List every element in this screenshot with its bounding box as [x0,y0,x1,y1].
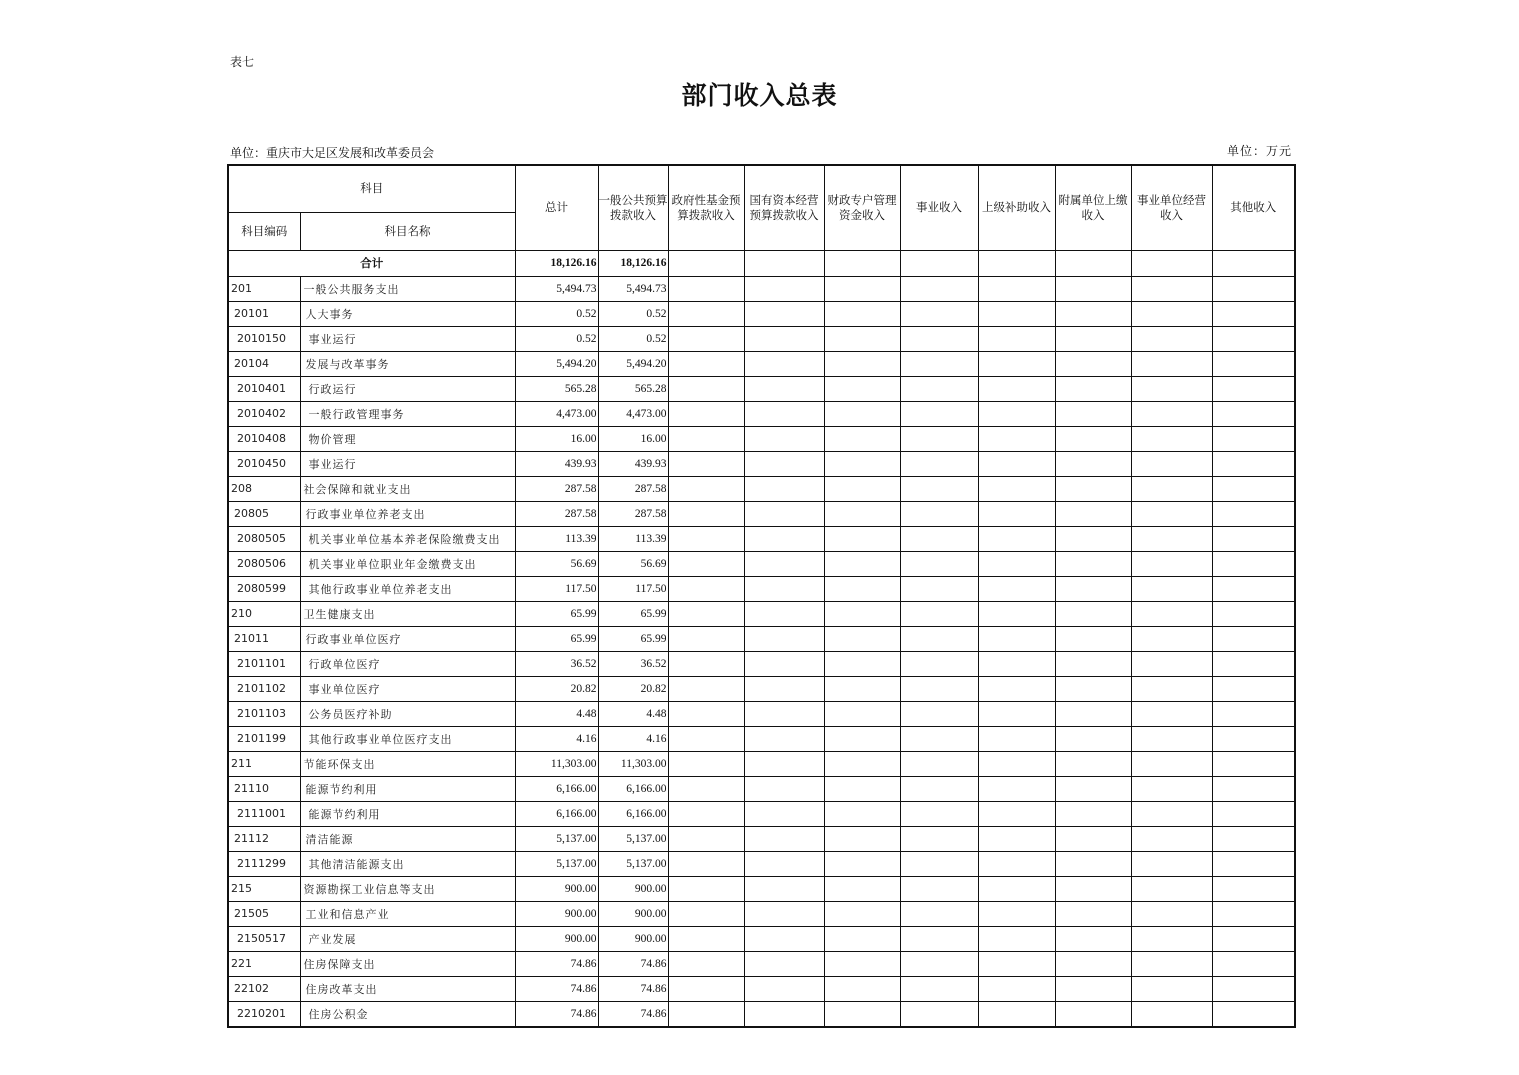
row-total: 287.58 [515,501,598,526]
row-name: 一般行政管理事务 [300,401,515,426]
table-row [228,1001,1295,1027]
row-total: 11,303.00 [515,751,598,776]
row-name: 事业单位医疗 [300,676,515,701]
row-general-budget: 56.69 [598,551,668,576]
table-row [228,601,1295,626]
header-affiliated: 附属单位上缴收入 [1055,165,1131,250]
row-code: 2101101 [228,651,300,676]
table-row [228,326,1295,351]
header-business-income: 事业收入 [900,165,978,250]
row-name: 行政运行 [300,376,515,401]
row-name: 公务员医疗补助 [300,701,515,726]
row-name: 能源节约利用 [300,776,515,801]
row-total: 65.99 [515,626,598,651]
header-general-budget: 一般公共预算拨款收入 [598,165,668,250]
table-row [228,651,1295,676]
row-code: 2101103 [228,701,300,726]
table-row [228,276,1295,301]
table-row [228,451,1295,476]
row-name: 机关事业单位基本养老保险缴费支出 [300,526,515,551]
row-total: 439.93 [515,451,598,476]
header-code: 科目编码 [228,212,300,250]
row-general-budget: 5,494.73 [598,276,668,301]
table-row [228,826,1295,851]
row-name: 行政单位医疗 [300,651,515,676]
table-row [228,426,1295,451]
row-name: 住房公积金 [300,1001,515,1027]
row-total: 900.00 [515,901,598,926]
header-gov-fund: 政府性基金预算拨款收入 [668,165,744,250]
row-code: 21112 [228,826,300,851]
row-total: 6,166.00 [515,801,598,826]
row-general-budget: 6,166.00 [598,801,668,826]
table-row [228,876,1295,901]
table-row [228,976,1295,1001]
table-row [228,501,1295,526]
row-name: 节能环保支出 [300,751,515,776]
row-total: 900.00 [515,876,598,901]
table-row [228,401,1295,426]
row-total: 65.99 [515,601,598,626]
row-general-budget: 74.86 [598,1001,668,1027]
table-row [228,701,1295,726]
row-code: 210 [228,601,300,626]
row-total: 5,137.00 [515,851,598,876]
row-code: 20805 [228,501,300,526]
row-code: 2101102 [228,676,300,701]
header-subject: 科目 [228,165,515,212]
row-general-budget: 287.58 [598,476,668,501]
header-total: 总计 [515,165,598,250]
row-general-budget: 4.16 [598,726,668,751]
total-row [228,250,1295,276]
row-general-budget: 113.39 [598,526,668,551]
row-total: 113.39 [515,526,598,551]
row-total: 0.52 [515,301,598,326]
table-row [228,751,1295,776]
row-name: 卫生健康支出 [300,601,515,626]
row-general-budget: 16.00 [598,426,668,451]
row-code: 2010401 [228,376,300,401]
row-total: 4.16 [515,726,598,751]
table-row [228,476,1295,501]
table-row [228,901,1295,926]
total-general-budget: 18,126.16 [598,250,668,276]
row-general-budget: 5,137.00 [598,851,668,876]
table-header [228,165,1295,250]
table-row [228,301,1295,326]
row-total: 5,494.73 [515,276,598,301]
row-code: 22102 [228,976,300,1001]
row-total: 0.52 [515,326,598,351]
table-row [228,626,1295,651]
row-code: 215 [228,876,300,901]
row-code: 2080505 [228,526,300,551]
row-general-budget: 900.00 [598,901,668,926]
row-code: 208 [228,476,300,501]
row-name: 其他清洁能源支出 [300,851,515,876]
row-total: 16.00 [515,426,598,451]
row-code: 2010402 [228,401,300,426]
row-general-budget: 74.86 [598,976,668,1001]
table-row [228,526,1295,551]
row-code: 221 [228,951,300,976]
row-total: 900.00 [515,926,598,951]
row-name: 社会保障和就业支出 [300,476,515,501]
row-total: 287.58 [515,476,598,501]
row-name: 发展与改革事务 [300,351,515,376]
header-operating: 事业单位经营收入 [1131,165,1212,250]
row-general-budget: 900.00 [598,876,668,901]
table-row [228,676,1295,701]
row-name: 物价管理 [300,426,515,451]
row-total: 20.82 [515,676,598,701]
row-general-budget: 65.99 [598,601,668,626]
row-total: 36.52 [515,651,598,676]
table-row [228,776,1295,801]
row-name: 一般公共服务支出 [300,276,515,301]
table-row [228,926,1295,951]
row-code: 20101 [228,301,300,326]
row-code: 2080506 [228,551,300,576]
row-general-budget: 4,473.00 [598,401,668,426]
row-general-budget: 5,137.00 [598,826,668,851]
row-general-budget: 0.52 [598,301,668,326]
row-code: 211 [228,751,300,776]
row-code: 201 [228,276,300,301]
row-general-budget: 117.50 [598,576,668,601]
row-total: 56.69 [515,551,598,576]
table-number: 表七 [230,55,255,69]
header-fiscal-special: 财政专户管理资金收入 [824,165,900,250]
row-name: 资源勘探工业信息等支出 [300,876,515,901]
table-row [228,551,1295,576]
row-general-budget: 11,303.00 [598,751,668,776]
row-code: 2111001 [228,801,300,826]
row-code: 21011 [228,626,300,651]
row-name: 事业运行 [300,326,515,351]
row-total: 565.28 [515,376,598,401]
row-name: 其他行政事业单位养老支出 [300,576,515,601]
row-code: 2010150 [228,326,300,351]
table-row [228,851,1295,876]
row-name: 机关事业单位职业年金缴费支出 [300,551,515,576]
table-row [228,726,1295,751]
row-name: 能源节约利用 [300,801,515,826]
row-name: 清洁能源 [300,826,515,851]
table-row [228,576,1295,601]
row-general-budget: 0.52 [598,326,668,351]
table-row [228,351,1295,376]
table-row [228,801,1295,826]
row-name: 住房改革支出 [300,976,515,1001]
row-code: 21110 [228,776,300,801]
row-name: 其他行政事业单位医疗支出 [300,726,515,751]
row-total: 117.50 [515,576,598,601]
row-name: 事业运行 [300,451,515,476]
row-total: 4.48 [515,701,598,726]
row-general-budget: 4.48 [598,701,668,726]
row-code: 20104 [228,351,300,376]
row-name: 工业和信息产业 [300,901,515,926]
row-code: 2101199 [228,726,300,751]
row-total: 6,166.00 [515,776,598,801]
header-other: 其他收入 [1212,165,1295,250]
row-name: 人大事务 [300,301,515,326]
header-superior-subsidy: 上级补助收入 [978,165,1055,250]
table-body [228,250,1295,1027]
table-row [228,376,1295,401]
total-amount: 18,126.16 [515,250,598,276]
row-name: 产业发展 [300,926,515,951]
row-code: 2010408 [228,426,300,451]
row-general-budget: 287.58 [598,501,668,526]
row-code: 2210201 [228,1001,300,1027]
row-code: 2111299 [228,851,300,876]
row-general-budget: 5,494.20 [598,351,668,376]
unit-department: 单位：重庆市大足区发展和改革委员会 [230,146,435,160]
row-code: 2080599 [228,576,300,601]
row-general-budget: 565.28 [598,376,668,401]
row-general-budget: 74.86 [598,951,668,976]
row-name: 行政事业单位养老支出 [300,501,515,526]
row-total: 74.86 [515,976,598,1001]
row-general-budget: 900.00 [598,926,668,951]
total-label: 合计 [228,250,515,276]
row-code: 2150517 [228,926,300,951]
unit-currency: 单位：万元 [1226,144,1292,158]
row-name: 住房保障支出 [300,951,515,976]
row-total: 74.86 [515,951,598,976]
row-general-budget: 65.99 [598,626,668,651]
header-name: 科目名称 [300,212,515,250]
header-state-capital: 国有资本经营预算拨款收入 [744,165,824,250]
page-title: 部门收入总表 [681,81,838,110]
row-code: 2010450 [228,451,300,476]
row-name: 行政事业单位医疗 [300,626,515,651]
row-total: 4,473.00 [515,401,598,426]
row-total: 5,137.00 [515,826,598,851]
income-summary-table [227,164,1296,1028]
table-row [228,951,1295,976]
row-total: 74.86 [515,1001,598,1027]
row-general-budget: 6,166.00 [598,776,668,801]
row-total: 5,494.20 [515,351,598,376]
row-general-budget: 36.52 [598,651,668,676]
row-general-budget: 439.93 [598,451,668,476]
row-code: 21505 [228,901,300,926]
row-general-budget: 20.82 [598,676,668,701]
